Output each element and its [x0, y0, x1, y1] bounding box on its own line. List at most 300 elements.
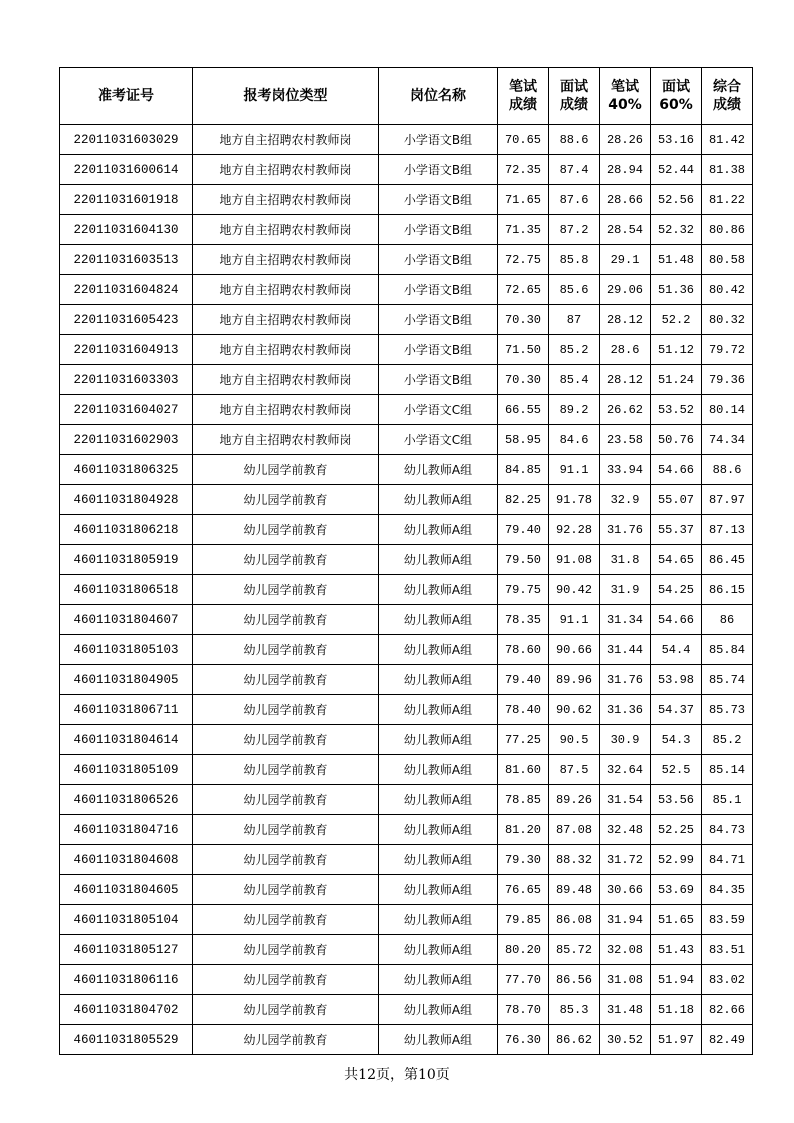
cell-position-type: 幼儿园学前教育 — [193, 485, 379, 515]
cell-written-score: 76.65 — [498, 875, 549, 905]
cell-exam-id: 22011031603029 — [60, 125, 193, 155]
cell-exam-id: 22011031602903 — [60, 425, 193, 455]
cell-exam-id: 46011031805109 — [60, 755, 193, 785]
table-row — [60, 425, 753, 455]
header-position-name: 岗位名称 — [379, 68, 498, 125]
cell-interview-60: 52.2 — [651, 305, 702, 335]
cell-position-name: 幼儿教师A组 — [379, 875, 498, 905]
header-total-score-line2: 成绩 — [713, 97, 741, 113]
cell-written-score: 80.20 — [498, 935, 549, 965]
cell-written-40: 30.9 — [600, 725, 651, 755]
table-row — [60, 995, 753, 1025]
cell-exam-id: 22011031605423 — [60, 305, 193, 335]
table-row — [60, 1025, 753, 1055]
cell-exam-id: 46011031804905 — [60, 665, 193, 695]
header-exam-id: 准考证号 — [60, 68, 193, 125]
table-row — [60, 185, 753, 215]
cell-interview-60: 52.5 — [651, 755, 702, 785]
cell-interview-60: 51.94 — [651, 965, 702, 995]
cell-total-score: 86 — [702, 605, 753, 635]
cell-position-name: 幼儿教师A组 — [379, 1025, 498, 1055]
cell-position-name: 小学语文B组 — [379, 365, 498, 395]
cell-position-name: 幼儿教师A组 — [379, 545, 498, 575]
cell-position-name: 幼儿教师A组 — [379, 665, 498, 695]
cell-position-type: 地方自主招聘农村教师岗 — [193, 275, 379, 305]
table-row — [60, 455, 753, 485]
cell-total-score: 82.66 — [702, 995, 753, 1025]
table-row — [60, 515, 753, 545]
cell-position-type: 地方自主招聘农村教师岗 — [193, 155, 379, 185]
table-row — [60, 665, 753, 695]
cell-written-40: 31.76 — [600, 665, 651, 695]
cell-written-score: 72.75 — [498, 245, 549, 275]
cell-exam-id: 46011031805104 — [60, 905, 193, 935]
cell-position-name: 幼儿教师A组 — [379, 605, 498, 635]
cell-position-name: 小学语文C组 — [379, 425, 498, 455]
cell-interview-60: 54.37 — [651, 695, 702, 725]
cell-exam-id: 46011031804716 — [60, 815, 193, 845]
cell-written-score: 81.60 — [498, 755, 549, 785]
cell-total-score: 81.42 — [702, 125, 753, 155]
cell-total-score: 85.14 — [702, 755, 753, 785]
table-row — [60, 965, 753, 995]
cell-position-name: 小学语文B组 — [379, 245, 498, 275]
table-row — [60, 485, 753, 515]
cell-total-score: 84.73 — [702, 815, 753, 845]
cell-exam-id: 46011031804928 — [60, 485, 193, 515]
table-row — [60, 335, 753, 365]
cell-interview-60: 54.3 — [651, 725, 702, 755]
cell-written-score: 79.40 — [498, 665, 549, 695]
cell-total-score: 81.38 — [702, 155, 753, 185]
cell-interview-score: 92.28 — [549, 515, 600, 545]
table-row — [60, 905, 753, 935]
cell-interview-60: 51.65 — [651, 905, 702, 935]
cell-position-name: 小学语文B组 — [379, 335, 498, 365]
header-interview-score-line1: 面试 — [560, 79, 588, 95]
cell-written-40: 31.72 — [600, 845, 651, 875]
cell-written-40: 32.48 — [600, 815, 651, 845]
cell-position-name: 小学语文B组 — [379, 125, 498, 155]
cell-exam-id: 46011031806526 — [60, 785, 193, 815]
cell-written-40: 23.58 — [600, 425, 651, 455]
cell-position-name: 幼儿教师A组 — [379, 725, 498, 755]
cell-exam-id: 46011031806711 — [60, 695, 193, 725]
cell-exam-id: 22011031603303 — [60, 365, 193, 395]
header-position-type: 报考岗位类型 — [193, 68, 379, 125]
cell-total-score: 80.58 — [702, 245, 753, 275]
cell-interview-score: 87.5 — [549, 755, 600, 785]
cell-position-type: 地方自主招聘农村教师岗 — [193, 425, 379, 455]
cell-written-score: 72.35 — [498, 155, 549, 185]
table-row — [60, 725, 753, 755]
cell-interview-score: 87.6 — [549, 185, 600, 215]
cell-exam-id: 46011031805127 — [60, 935, 193, 965]
cell-exam-id: 46011031806116 — [60, 965, 193, 995]
cell-interview-score: 85.6 — [549, 275, 600, 305]
cell-written-40: 28.54 — [600, 215, 651, 245]
cell-position-type: 幼儿园学前教育 — [193, 815, 379, 845]
table-row — [60, 695, 753, 725]
cell-interview-60: 51.48 — [651, 245, 702, 275]
cell-written-40: 28.26 — [600, 125, 651, 155]
cell-position-type: 幼儿园学前教育 — [193, 695, 379, 725]
cell-written-40: 26.62 — [600, 395, 651, 425]
cell-total-score: 85.74 — [702, 665, 753, 695]
cell-written-score: 71.50 — [498, 335, 549, 365]
cell-interview-60: 54.65 — [651, 545, 702, 575]
cell-position-name: 小学语文B组 — [379, 155, 498, 185]
cell-interview-score: 91.1 — [549, 605, 600, 635]
header-written-score-line2: 成绩 — [509, 97, 537, 113]
cell-total-score: 86.45 — [702, 545, 753, 575]
cell-position-type: 幼儿园学前教育 — [193, 845, 379, 875]
cell-interview-score: 89.2 — [549, 395, 600, 425]
header-interview-score-line2: 成绩 — [560, 97, 588, 113]
cell-position-type: 幼儿园学前教育 — [193, 575, 379, 605]
cell-position-name: 幼儿教师A组 — [379, 755, 498, 785]
cell-position-name: 小学语文C组 — [379, 395, 498, 425]
cell-interview-60: 52.25 — [651, 815, 702, 845]
cell-interview-60: 53.52 — [651, 395, 702, 425]
cell-interview-score: 89.48 — [549, 875, 600, 905]
cell-written-40: 29.1 — [600, 245, 651, 275]
table-row — [60, 365, 753, 395]
table-row — [60, 575, 753, 605]
cell-interview-60: 51.24 — [651, 365, 702, 395]
cell-position-type: 幼儿园学前教育 — [193, 665, 379, 695]
cell-position-name: 幼儿教师A组 — [379, 845, 498, 875]
cell-written-score: 78.40 — [498, 695, 549, 725]
header-written-score — [498, 68, 549, 125]
cell-position-type: 幼儿园学前教育 — [193, 635, 379, 665]
table-row — [60, 635, 753, 665]
header-interview-60-line2: 60% — [659, 97, 693, 113]
cell-interview-score: 85.8 — [549, 245, 600, 275]
cell-written-40: 33.94 — [600, 455, 651, 485]
table-row — [60, 545, 753, 575]
cell-written-score: 79.30 — [498, 845, 549, 875]
cell-written-score: 79.50 — [498, 545, 549, 575]
cell-position-type: 幼儿园学前教育 — [193, 605, 379, 635]
cell-exam-id: 46011031805103 — [60, 635, 193, 665]
cell-position-type: 幼儿园学前教育 — [193, 455, 379, 485]
table-row — [60, 125, 753, 155]
cell-interview-score: 85.3 — [549, 995, 600, 1025]
cell-position-type: 地方自主招聘农村教师岗 — [193, 185, 379, 215]
cell-written-score: 70.30 — [498, 365, 549, 395]
cell-written-score: 77.70 — [498, 965, 549, 995]
cell-written-score: 84.85 — [498, 455, 549, 485]
cell-interview-60: 54.25 — [651, 575, 702, 605]
cell-exam-id: 22011031604130 — [60, 215, 193, 245]
cell-written-40: 31.94 — [600, 905, 651, 935]
cell-written-score: 77.25 — [498, 725, 549, 755]
cell-interview-score: 86.56 — [549, 965, 600, 995]
cell-written-40: 31.34 — [600, 605, 651, 635]
cell-interview-60: 51.43 — [651, 935, 702, 965]
cell-interview-60: 55.07 — [651, 485, 702, 515]
cell-total-score: 80.42 — [702, 275, 753, 305]
cell-position-type: 地方自主招聘农村教师岗 — [193, 335, 379, 365]
cell-exam-id: 46011031805919 — [60, 545, 193, 575]
cell-position-type: 幼儿园学前教育 — [193, 785, 379, 815]
cell-written-40: 30.66 — [600, 875, 651, 905]
cell-interview-score: 87.2 — [549, 215, 600, 245]
cell-written-40: 31.9 — [600, 575, 651, 605]
cell-position-type: 幼儿园学前教育 — [193, 545, 379, 575]
cell-interview-score: 90.5 — [549, 725, 600, 755]
cell-interview-60: 54.4 — [651, 635, 702, 665]
cell-interview-60: 51.36 — [651, 275, 702, 305]
cell-written-score: 78.70 — [498, 995, 549, 1025]
cell-written-score: 78.85 — [498, 785, 549, 815]
cell-written-40: 31.36 — [600, 695, 651, 725]
cell-total-score: 79.36 — [702, 365, 753, 395]
cell-position-type: 幼儿园学前教育 — [193, 875, 379, 905]
cell-written-score: 58.95 — [498, 425, 549, 455]
cell-exam-id: 46011031806325 — [60, 455, 193, 485]
cell-position-type: 幼儿园学前教育 — [193, 995, 379, 1025]
cell-interview-60: 52.99 — [651, 845, 702, 875]
cell-total-score: 82.49 — [702, 1025, 753, 1055]
cell-exam-id: 46011031804614 — [60, 725, 193, 755]
cell-interview-score: 88.6 — [549, 125, 600, 155]
cell-exam-id: 22011031604824 — [60, 275, 193, 305]
cell-position-name: 幼儿教师A组 — [379, 995, 498, 1025]
cell-written-score: 70.65 — [498, 125, 549, 155]
cell-total-score: 87.97 — [702, 485, 753, 515]
cell-total-score: 86.15 — [702, 575, 753, 605]
cell-written-40: 29.06 — [600, 275, 651, 305]
cell-position-type: 幼儿园学前教育 — [193, 905, 379, 935]
cell-position-name: 小学语文B组 — [379, 305, 498, 335]
cell-interview-score: 87 — [549, 305, 600, 335]
cell-exam-id: 46011031804607 — [60, 605, 193, 635]
cell-position-name: 幼儿教师A组 — [379, 965, 498, 995]
cell-interview-score: 91.1 — [549, 455, 600, 485]
table-row — [60, 785, 753, 815]
cell-interview-score: 91.08 — [549, 545, 600, 575]
cell-position-type: 地方自主招聘农村教师岗 — [193, 305, 379, 335]
table-row — [60, 935, 753, 965]
table-row — [60, 815, 753, 845]
cell-written-score: 79.85 — [498, 905, 549, 935]
cell-interview-score: 85.72 — [549, 935, 600, 965]
cell-written-score: 78.35 — [498, 605, 549, 635]
cell-interview-60: 51.12 — [651, 335, 702, 365]
cell-position-type: 幼儿园学前教育 — [193, 1025, 379, 1055]
cell-interview-score: 86.08 — [549, 905, 600, 935]
cell-written-40: 31.8 — [600, 545, 651, 575]
cell-written-40: 30.52 — [600, 1025, 651, 1055]
cell-total-score: 88.6 — [702, 455, 753, 485]
cell-interview-score: 89.26 — [549, 785, 600, 815]
cell-interview-60: 53.69 — [651, 875, 702, 905]
cell-interview-60: 52.44 — [651, 155, 702, 185]
cell-interview-score: 90.66 — [549, 635, 600, 665]
cell-position-type: 幼儿园学前教育 — [193, 755, 379, 785]
cell-exam-id: 22011031601918 — [60, 185, 193, 215]
cell-written-40: 32.9 — [600, 485, 651, 515]
cell-interview-score: 88.32 — [549, 845, 600, 875]
score-table — [59, 67, 753, 1055]
cell-interview-score: 84.6 — [549, 425, 600, 455]
cell-position-type: 地方自主招聘农村教师岗 — [193, 395, 379, 425]
cell-interview-60: 54.66 — [651, 455, 702, 485]
cell-exam-id: 46011031804702 — [60, 995, 193, 1025]
cell-exam-id: 46011031806518 — [60, 575, 193, 605]
cell-position-name: 幼儿教师A组 — [379, 455, 498, 485]
cell-position-type: 幼儿园学前教育 — [193, 965, 379, 995]
table-row — [60, 245, 753, 275]
table-row — [60, 275, 753, 305]
cell-position-name: 幼儿教师A组 — [379, 905, 498, 935]
cell-interview-score: 86.62 — [549, 1025, 600, 1055]
cell-written-40: 32.08 — [600, 935, 651, 965]
cell-interview-score: 89.96 — [549, 665, 600, 695]
cell-interview-60: 53.98 — [651, 665, 702, 695]
cell-total-score: 84.71 — [702, 845, 753, 875]
cell-total-score: 85.84 — [702, 635, 753, 665]
cell-position-name: 幼儿教师A组 — [379, 485, 498, 515]
table-row — [60, 605, 753, 635]
cell-position-name: 幼儿教师A组 — [379, 515, 498, 545]
cell-exam-id: 46011031805529 — [60, 1025, 193, 1055]
cell-interview-score: 87.08 — [549, 815, 600, 845]
cell-exam-id: 22011031604913 — [60, 335, 193, 365]
cell-total-score: 81.22 — [702, 185, 753, 215]
cell-interview-60: 52.56 — [651, 185, 702, 215]
cell-written-40: 28.12 — [600, 365, 651, 395]
cell-written-score: 71.35 — [498, 215, 549, 245]
table-row — [60, 845, 753, 875]
cell-position-name: 幼儿教师A组 — [379, 635, 498, 665]
cell-total-score: 85.1 — [702, 785, 753, 815]
cell-exam-id: 22011031603513 — [60, 245, 193, 275]
cell-position-name: 幼儿教师A组 — [379, 575, 498, 605]
header-interview-60-line1: 面试 — [662, 79, 690, 95]
table-row — [60, 755, 753, 785]
cell-total-score: 83.51 — [702, 935, 753, 965]
cell-total-score: 83.59 — [702, 905, 753, 935]
cell-written-40: 31.44 — [600, 635, 651, 665]
cell-exam-id: 22011031600614 — [60, 155, 193, 185]
cell-interview-score: 85.2 — [549, 335, 600, 365]
cell-position-name: 小学语文B组 — [379, 215, 498, 245]
table-row — [60, 395, 753, 425]
cell-written-score: 76.30 — [498, 1025, 549, 1055]
cell-total-score: 83.02 — [702, 965, 753, 995]
cell-interview-60: 50.76 — [651, 425, 702, 455]
cell-total-score: 74.34 — [702, 425, 753, 455]
page-footer: 共12页，第10页 — [344, 1067, 450, 1083]
cell-position-type: 幼儿园学前教育 — [193, 725, 379, 755]
cell-position-name: 幼儿教师A组 — [379, 935, 498, 965]
cell-written-40: 31.08 — [600, 965, 651, 995]
cell-interview-60: 52.32 — [651, 215, 702, 245]
table-row — [60, 215, 753, 245]
cell-written-score: 81.20 — [498, 815, 549, 845]
table-header-row — [60, 68, 753, 125]
cell-total-score: 87.13 — [702, 515, 753, 545]
header-written-40-line1: 笔试 — [611, 79, 639, 95]
table-body — [60, 125, 753, 1055]
cell-written-score: 72.65 — [498, 275, 549, 305]
cell-total-score: 85.2 — [702, 725, 753, 755]
cell-position-type: 地方自主招聘农村教师岗 — [193, 365, 379, 395]
cell-interview-60: 51.18 — [651, 995, 702, 1025]
header-written-40-line2: 40% — [608, 97, 642, 113]
cell-written-score: 66.55 — [498, 395, 549, 425]
cell-interview-score: 87.4 — [549, 155, 600, 185]
cell-interview-score: 91.78 — [549, 485, 600, 515]
table-row — [60, 155, 753, 185]
header-written-40 — [600, 68, 651, 125]
cell-written-40: 31.76 — [600, 515, 651, 545]
cell-written-40: 31.48 — [600, 995, 651, 1025]
cell-position-type: 地方自主招聘农村教师岗 — [193, 125, 379, 155]
cell-written-score: 79.75 — [498, 575, 549, 605]
cell-written-40: 28.12 — [600, 305, 651, 335]
cell-interview-60: 54.66 — [651, 605, 702, 635]
cell-written-40: 28.94 — [600, 155, 651, 185]
cell-exam-id: 46011031806218 — [60, 515, 193, 545]
header-interview-60 — [651, 68, 702, 125]
cell-position-type: 幼儿园学前教育 — [193, 515, 379, 545]
cell-written-40: 32.64 — [600, 755, 651, 785]
cell-written-score: 82.25 — [498, 485, 549, 515]
cell-written-40: 31.54 — [600, 785, 651, 815]
table-row — [60, 305, 753, 335]
cell-interview-60: 51.97 — [651, 1025, 702, 1055]
cell-total-score: 79.72 — [702, 335, 753, 365]
cell-interview-60: 53.56 — [651, 785, 702, 815]
cell-position-name: 幼儿教师A组 — [379, 785, 498, 815]
cell-written-score: 78.60 — [498, 635, 549, 665]
cell-interview-score: 85.4 — [549, 365, 600, 395]
cell-interview-60: 55.37 — [651, 515, 702, 545]
header-total-score — [702, 68, 753, 125]
cell-position-name: 幼儿教师A组 — [379, 695, 498, 725]
cell-position-type: 幼儿园学前教育 — [193, 935, 379, 965]
cell-interview-60: 53.16 — [651, 125, 702, 155]
cell-total-score: 84.35 — [702, 875, 753, 905]
table-row — [60, 875, 753, 905]
cell-position-name: 小学语文B组 — [379, 185, 498, 215]
cell-written-score: 71.65 — [498, 185, 549, 215]
cell-exam-id: 46011031804608 — [60, 845, 193, 875]
cell-written-40: 28.66 — [600, 185, 651, 215]
cell-total-score: 80.86 — [702, 215, 753, 245]
cell-written-40: 28.6 — [600, 335, 651, 365]
cell-position-type: 地方自主招聘农村教师岗 — [193, 215, 379, 245]
cell-interview-score: 90.42 — [549, 575, 600, 605]
cell-interview-score: 90.62 — [549, 695, 600, 725]
cell-position-name: 幼儿教师A组 — [379, 815, 498, 845]
cell-written-score: 79.40 — [498, 515, 549, 545]
cell-exam-id: 22011031604027 — [60, 395, 193, 425]
cell-total-score: 85.73 — [702, 695, 753, 725]
cell-total-score: 80.14 — [702, 395, 753, 425]
cell-position-type: 地方自主招聘农村教师岗 — [193, 245, 379, 275]
header-total-score-line1: 综合 — [713, 79, 741, 95]
cell-written-score: 70.30 — [498, 305, 549, 335]
cell-position-name: 小学语文B组 — [379, 275, 498, 305]
cell-total-score: 80.32 — [702, 305, 753, 335]
cell-exam-id: 46011031804605 — [60, 875, 193, 905]
header-written-score-line1: 笔试 — [509, 79, 537, 95]
